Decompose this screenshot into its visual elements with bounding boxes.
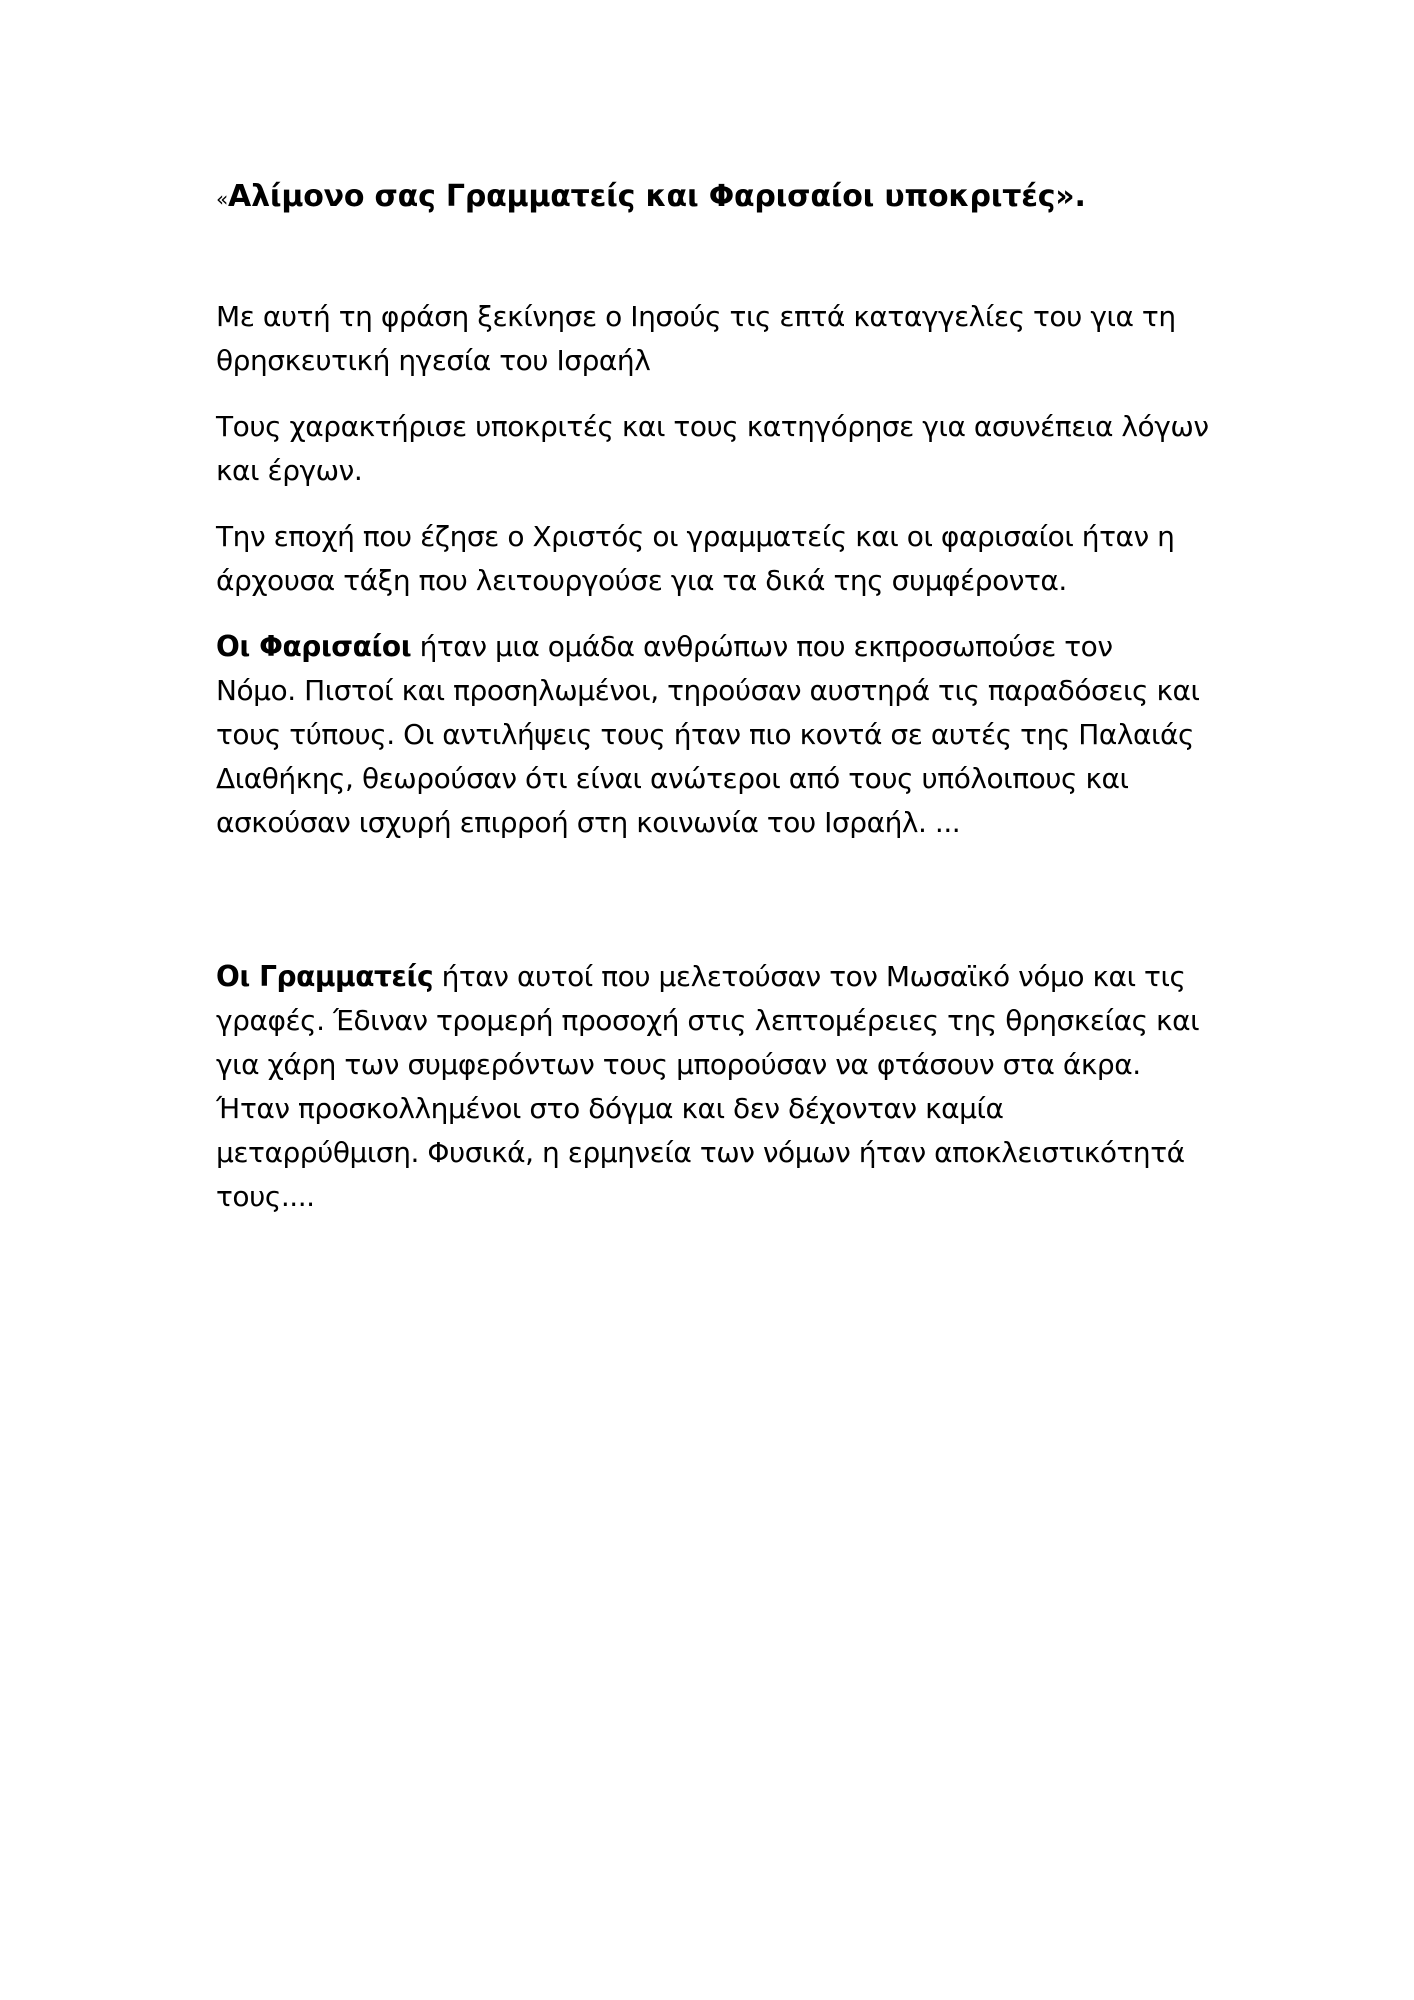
document-page xyxy=(216,175,1216,1219)
pharisees-bold-term: Οι Φαρισαίοι xyxy=(216,630,412,663)
paragraph-scribes xyxy=(216,955,1216,1219)
title-text: Αλίμονο σας Γραμματείς και Φαρισαίοι υποκριτές». xyxy=(228,179,1086,214)
paragraph-line xyxy=(216,955,1216,999)
paragraph-line: Την εποχή που έζησε ο Χριστός οι γραμματείς και οι φαρισαίοι ήταν η xyxy=(216,520,1175,553)
paragraph-line: τους.... xyxy=(216,1180,315,1213)
paragraph-line: Τους χαρακτήρισε υποκριτές και τους κατηγόρησε για ασυνέπεια λόγων xyxy=(216,410,1209,443)
paragraph-line xyxy=(216,625,1216,669)
paragraph-line: Διαθήκης, θεωρούσαν ότι είναι ανώτεροι από τους υπόλοιπους και xyxy=(216,762,1129,795)
paragraph-line: μεταρρύθμιση. Φυσικά, η ερμηνεία των νόμων ήταν αποκλειστικότητά xyxy=(216,1136,1185,1169)
paragraph-line-rest: ήταν μια ομάδα ανθρώπων που εκπροσωπούσε τον xyxy=(411,630,1113,663)
paragraph-line: και έργων. xyxy=(216,454,363,487)
paragraph-line: Με αυτή τη φράση ξεκίνησε ο Ιησούς τις επτά καταγγελίες του για τη xyxy=(216,300,1176,333)
title-open-quote: « xyxy=(216,187,229,211)
paragraph-line: άρχουσα τάξη που λειτουργούσε για τα δικά της συμφέροντα. xyxy=(216,564,1067,597)
scribes-bold-term: Οι Γραμματείς xyxy=(216,960,434,993)
document-title xyxy=(216,175,1216,221)
paragraph-hypocrites xyxy=(216,405,1216,493)
paragraph-line: ασκούσαν ισχυρή επιρροή στη κοινωνία του Ισραήλ. ... xyxy=(216,806,961,839)
paragraph-line: θρησκευτική ηγεσία του Ισραήλ xyxy=(216,344,651,377)
paragraph-line: τους τύπους. Οι αντιλήψεις τους ήταν πιο κοντά σε αυτές της Παλαιάς xyxy=(216,718,1195,751)
paragraph-intro xyxy=(216,295,1216,383)
paragraph-line: γραφές. Έδιναν τρομερή προσοχή στις λεπτομέρειες της θρησκείας και xyxy=(216,1004,1200,1037)
paragraph-line: για χάρη των συμφερόντων τους μπορούσαν να φτάσουν στα άκρα. xyxy=(216,1048,1141,1081)
paragraph-pharisees xyxy=(216,625,1216,845)
paragraph-line: Νόμο. Πιστοί και προσηλωμένοι, τηρούσαν αυστηρά τις παραδόσεις και xyxy=(216,674,1200,707)
paragraph-line: Ήταν προσκολλημένοι στο δόγμα και δεν δέχονταν καμία xyxy=(216,1092,1004,1125)
paragraph-ruling-class xyxy=(216,515,1216,603)
paragraph-line-rest: ήταν αυτοί που μελετούσαν τον Μωσαϊκό νόμο και τις xyxy=(433,960,1186,993)
